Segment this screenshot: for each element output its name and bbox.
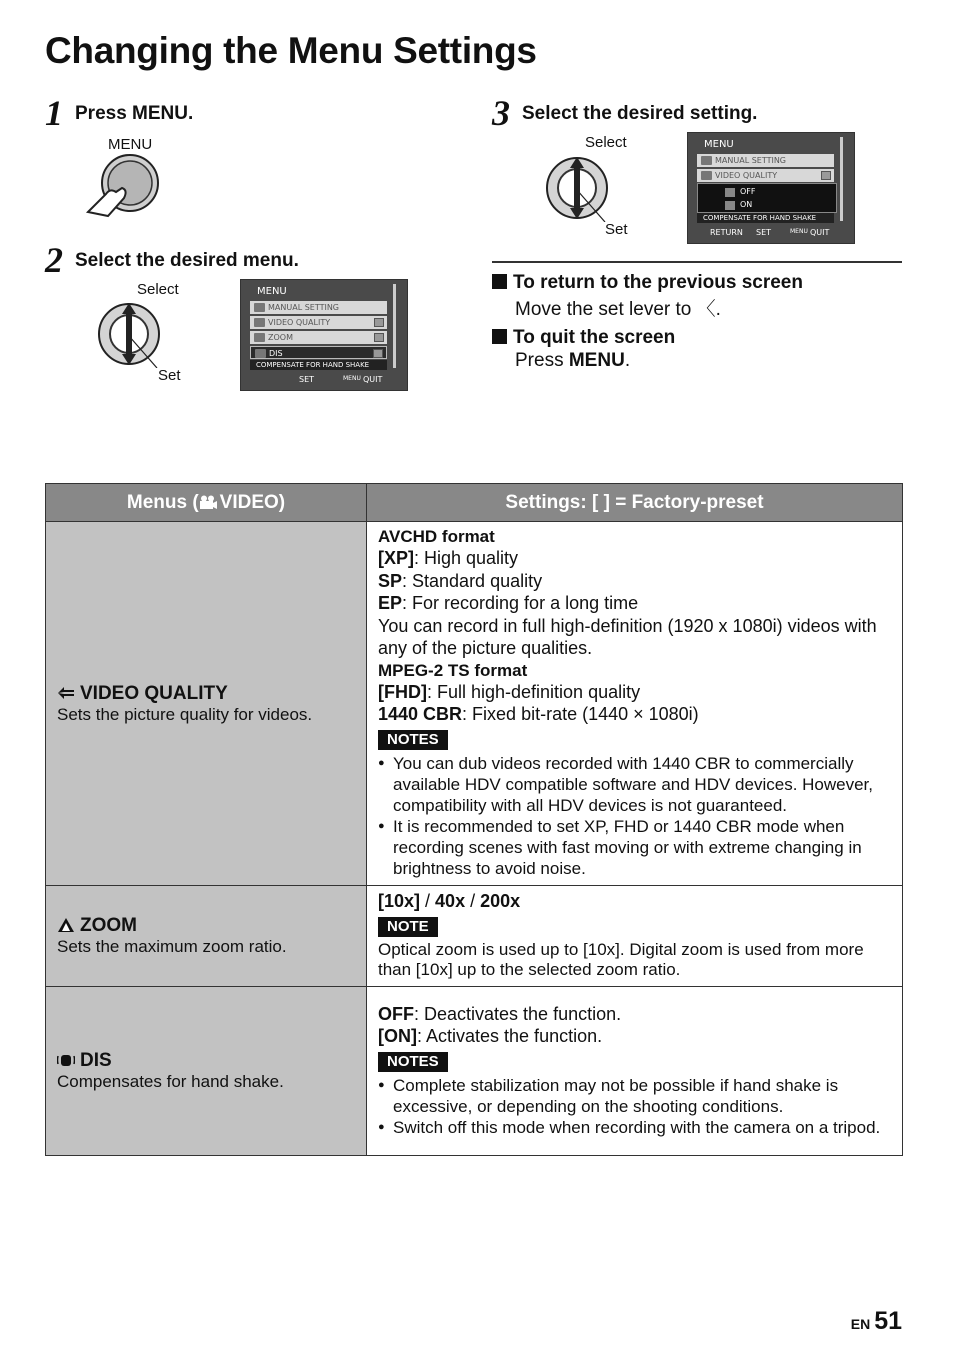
lcd-row-manual-setting: MANUAL SETTING: [250, 301, 387, 314]
section-divider: [492, 261, 902, 263]
lcd-option-on: ON: [740, 200, 753, 209]
menu-cell-zoom: ZOOM Sets the maximum zoom ratio.: [46, 886, 367, 987]
set-lever-illustration-step3: [545, 154, 609, 222]
table-row: [46, 522, 903, 886]
menu-cell-video-quality: VIDEO QUALITY Sets the picture quality for videos.: [46, 522, 367, 886]
tip-quit-heading: To quit the screen: [492, 327, 675, 349]
select-caption: Select: [137, 281, 179, 298]
zoom-icon: [57, 918, 75, 932]
lcd-scrollbar: [393, 284, 396, 368]
settings-cell-zoom: [367, 886, 903, 987]
video-quality-icon: [57, 686, 75, 700]
notes-tag: NOTES: [378, 1052, 448, 1072]
lcd-options-popup: [697, 183, 837, 213]
tip-return-body: Move the set lever to 〈.: [515, 299, 721, 320]
menu-button-caption: MENU: [108, 136, 153, 153]
setting-ep: EP: For recording for a long time: [378, 593, 639, 614]
settings-cell-video-quality: [367, 522, 903, 886]
lcd-footer-menu: MENU: [790, 228, 808, 235]
lcd-footer-menu: MENU: [343, 375, 361, 382]
menu-button-press-illustration: [84, 154, 164, 220]
lcd-row-video-quality: VIDEO QUALITY: [250, 316, 387, 329]
set-lever-illustration: [97, 300, 161, 368]
note-item: ● You can dub videos recorded with 1440 CBR to commercially available HDV compatible software and HDV devices. However, compatibility with all HDV devices is not guaranteed.: [378, 753, 896, 816]
menu-lcd-screen: [240, 279, 408, 391]
lcd-menu-header: MENU: [704, 139, 734, 150]
lcd-footer-set: SET: [756, 228, 772, 237]
avchd-heading: AVCHD format: [378, 527, 495, 547]
lcd-option-off: OFF: [740, 187, 756, 196]
header-settings: Settings: [ ] = Factory-preset: [367, 484, 903, 522]
page-title: Changing the Menu Settings: [45, 30, 537, 71]
note-item: ● Complete stabilization may not be possible if hand shake is excessive, or depending on the shooting conditions.: [378, 1075, 896, 1117]
table-row: [46, 886, 903, 987]
lcd-footer-return: RETURN: [710, 228, 743, 237]
setting-xp: [XP]: High quality: [378, 548, 519, 569]
menu-settings-table: [45, 483, 903, 1156]
note-item: ● Switch off this mode when recording with the camera on a tripod.: [378, 1117, 896, 1138]
dis-hand-icon: [57, 1053, 75, 1067]
zoom-options: [10x] / 40x / 200x: [378, 891, 521, 912]
step-3-label: Select the desired setting.: [522, 103, 758, 124]
table-row: [46, 987, 903, 1156]
select-caption-step3: Select: [585, 134, 627, 151]
step-3-number: 3: [492, 93, 510, 133]
lcd-status-bar: COMPENSATE FOR HAND SHAKE: [697, 213, 834, 223]
settings-cell-dis: [367, 987, 903, 1156]
setting-sp: SP: Standard quality: [378, 570, 543, 591]
lcd-row-zoom: ZOOM: [250, 331, 387, 344]
lcd-status-bar: COMPENSATE FOR HAND SHAKE: [250, 360, 387, 370]
note-tag: NOTE: [378, 917, 438, 937]
tip-quit-body: Press MENU.: [515, 350, 631, 371]
setting-fhd: [FHD]: Full high-definition quality: [378, 681, 641, 702]
step-2-label: Select the desired menu.: [75, 250, 299, 271]
lcd-footer-quit: QUIT: [363, 375, 383, 384]
step-1-number: 1: [45, 93, 63, 133]
video-quality-desc: Sets the picture quality for videos.: [57, 704, 313, 724]
header-menus: Menus ( VIDEO): [46, 484, 367, 522]
menu-cell-dis: DIS Compensates for hand shake.: [46, 987, 367, 1156]
mpeg2-heading: MPEG-2 TS format: [378, 660, 528, 680]
video-camera-icon: [199, 495, 217, 509]
lcd-row-video-quality: VIDEO QUALITY: [697, 169, 834, 182]
step-1-label: Press MENU.: [75, 103, 194, 124]
zoom-desc: Sets the maximum zoom ratio.: [57, 937, 287, 956]
avchd-description: You can record in full high-definition (1920 x 1080i) videos with any of the picture qualities.: [378, 615, 877, 659]
lcd-footer-set: SET: [299, 375, 315, 384]
set-caption-step3: Set: [605, 221, 628, 238]
setting-on: [ON]: Activates the function.: [378, 1026, 603, 1046]
notes-tag: NOTES: [378, 730, 448, 750]
setting-1440cbr: 1440 CBR: Fixed bit-rate (1440 × 1080i): [378, 704, 699, 725]
lcd-scrollbar: [840, 137, 843, 221]
step-2-number: 2: [45, 240, 63, 280]
setting-lcd-screen: [687, 132, 855, 244]
tip-return-heading: To return to the previous screen: [492, 272, 803, 294]
lcd-row-dis: DIS: [250, 346, 387, 359]
setting-off: OFF: Deactivates the function.: [378, 1003, 622, 1024]
lcd-row-manual-setting: MANUAL SETTING: [697, 154, 834, 167]
zoom-note: Optical zoom is used up to [10x]. Digital zoom is used from more than [10x] up to the selected zoom ratio.: [378, 939, 864, 979]
lcd-menu-header: MENU: [257, 286, 287, 297]
lcd-footer-quit: QUIT: [810, 228, 830, 237]
page-number: EN 51: [850, 1307, 902, 1335]
note-item: ● It is recommended to set XP, FHD or 1440 CBR mode when recording scenes with fast moving or with extreme changing in brightness to avoid noise.: [378, 816, 896, 879]
dis-desc: Compensates for hand shake.: [57, 1072, 284, 1091]
set-caption: Set: [158, 367, 181, 384]
